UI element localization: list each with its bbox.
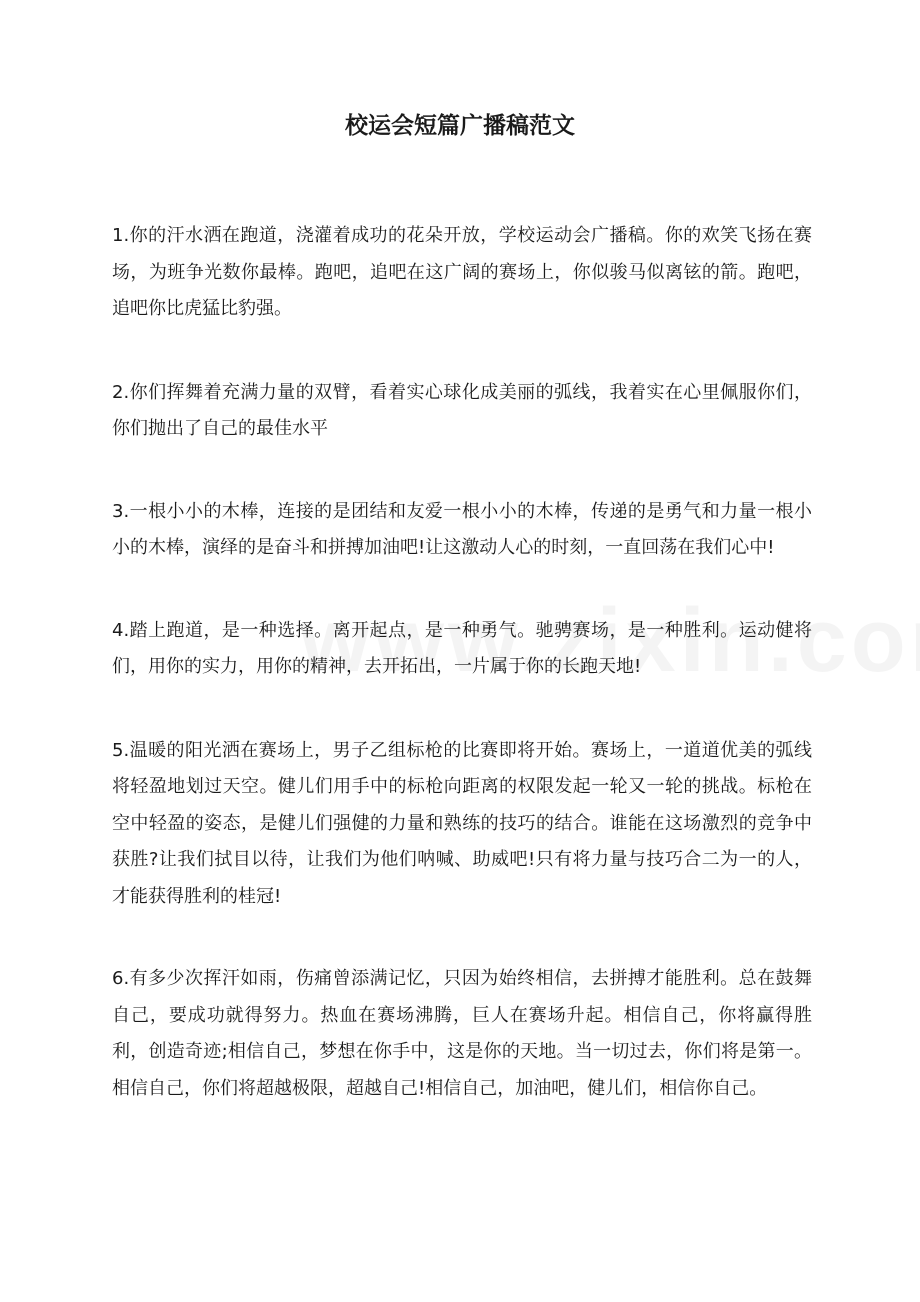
paragraph-3: 3.一根小小的木棒，连接的是团结和友爱一根小小的木棒，传递的是勇气和力量一根小小的木棒，演绎的是奋斗和拼搏加油吧!让这激动人心的时刻，一直回荡在我们心中!	[112, 500, 812, 558]
paragraph-1: 1.你的汗水洒在跑道，浇灌着成功的花朵开放，学校运动会广播稿。你的欢笑飞扬在赛场，为班争光数你最棒。跑吧，追吧在这广阔的赛场上，你似骏马似离铉的箭。跑吧，追吧你比虎猛比豹强。	[112, 225, 812, 319]
document-body	[112, 218, 812, 1154]
paragraph-2: 2.你们挥舞着充满力量的双臂，看着实心球化成美丽的弧线，我着实在心里佩服你们，你们抛出了自己的最佳水平	[112, 381, 812, 439]
document-title: 校运会短篇广播稿范文	[345, 113, 575, 139]
paragraph-5: 5.温暖的阳光洒在赛场上，男子乙组标枪的比赛即将开始。赛场上，一道道优美的弧线将轻盈地划过天空。健儿们用手中的标枪向距离的权限发起一轮又一轮的挑战。标枪在空中轻盈的姿态，是健儿们强健的力量和熟练的技巧的结合。谁能在这场激烈的竞争中获胜?让我们拭目以待，让我们为他们呐喊、助威吧!只有将力量与技巧合二为一的人，才能获得胜利的桂冠!	[112, 739, 812, 907]
paragraph-4: 4.踏上跑道，是一种选择。离开起点，是一种勇气。驰骋赛场，是一种胜利。运动健将们，用你的实力，用你的精神，去开拓出，一片属于你的长跑天地!	[112, 619, 812, 677]
paragraph-6: 6.有多少次挥汗如雨，伤痛曾添满记忆，只因为始终相信，去拼搏才能胜利。总在鼓舞自己，要成功就得努力。热血在赛场沸腾，巨人在赛场升起。相信自己，你将赢得胜利，创造奇迹;相信自己，梦想在你手中，这是你的天地。当一切过去，你们将是第一。相信自己，你们将超越极限，超越自己!相信自己，加油吧，健儿们，相信你自己。	[112, 968, 812, 1099]
